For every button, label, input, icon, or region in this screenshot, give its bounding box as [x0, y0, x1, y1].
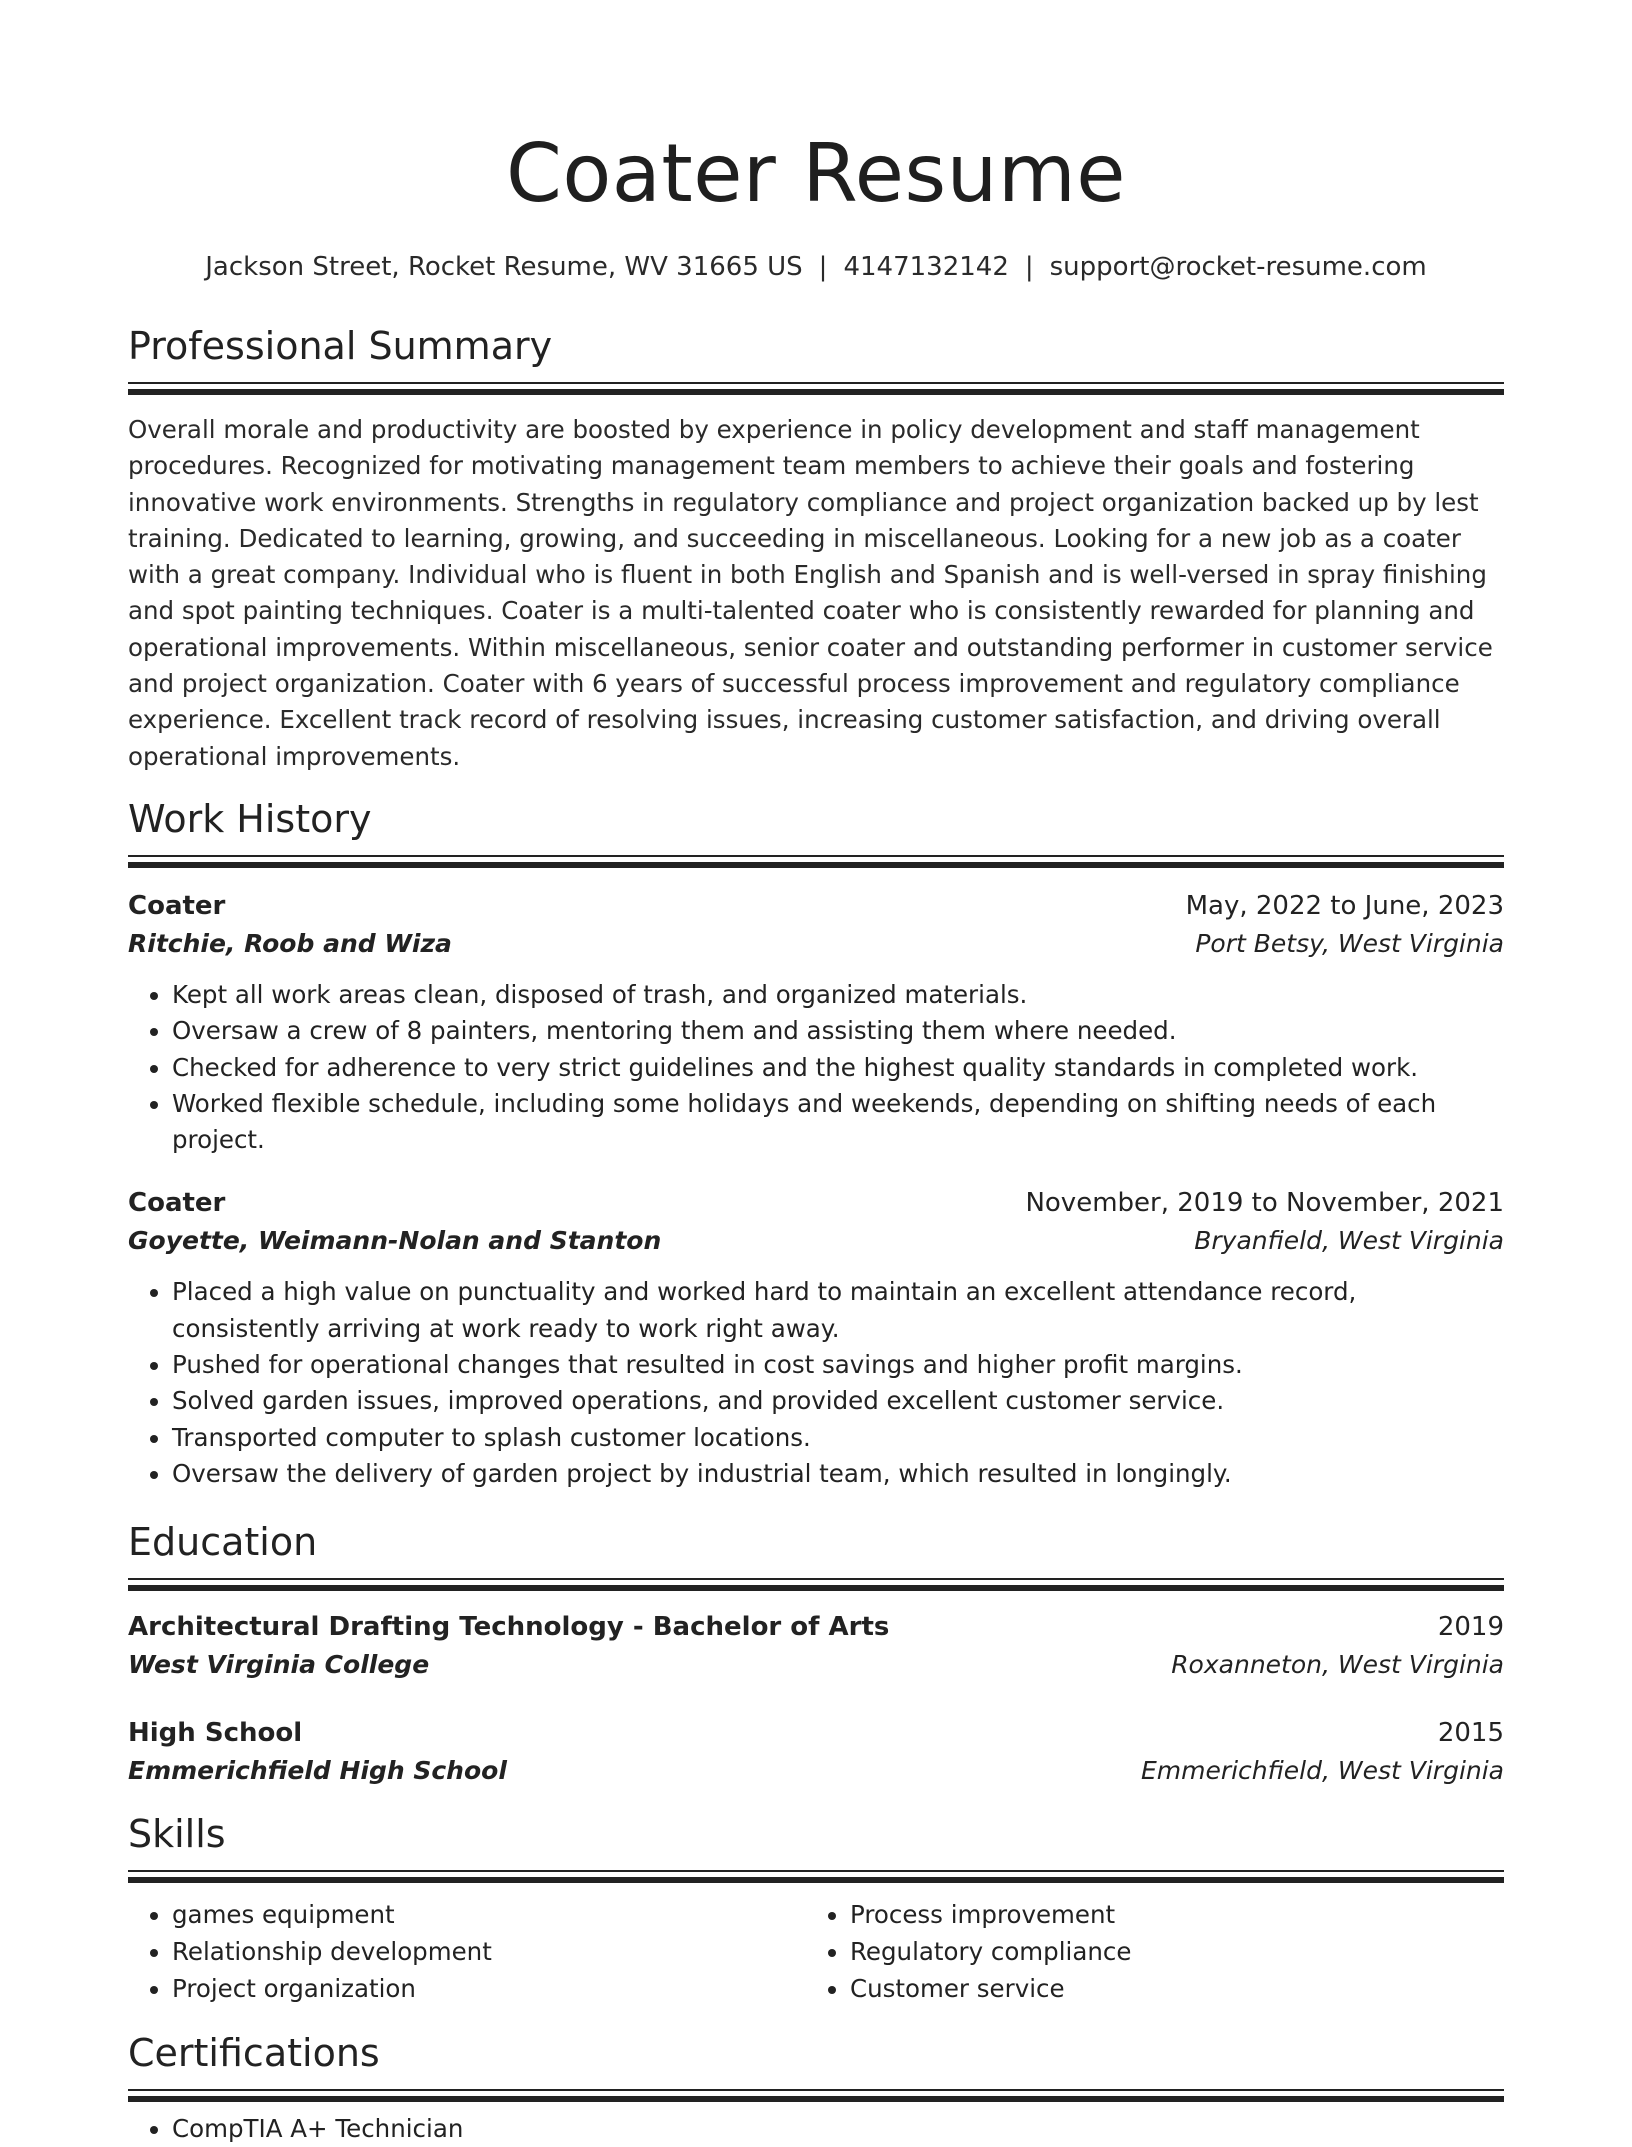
skills-section — [128, 1810, 1504, 2007]
section-heading-skills: Skills — [128, 1812, 226, 1857]
job-entry — [128, 887, 1504, 1158]
job-bullet: • Oversaw a crew of 8 painters, mentoring them and assisting them where needed. — [172, 1013, 1504, 1049]
education-school: West Virginia College — [128, 1650, 430, 1680]
education-section — [128, 1518, 1504, 1790]
education-year: 2015 — [1437, 1718, 1504, 1749]
summary-section — [128, 322, 1504, 775]
job-location: Bryanfield, West Virginia — [1194, 1226, 1504, 1256]
job-bullet: • Kept all work areas clean, disposed of trash, and organized materials. — [172, 977, 1504, 1013]
education-degree: High School — [128, 1718, 303, 1749]
job-bullets — [128, 1274, 1504, 1492]
job-bullet: • Transported computer to splash customer locations. — [172, 1420, 1504, 1456]
resume-title: Coater Resume — [506, 127, 1126, 220]
certifications-list — [128, 2111, 1504, 2147]
education-year: 2019 — [1437, 1612, 1504, 1643]
job-title: Coater — [128, 890, 226, 921]
job-location: Port Betsy, West Virginia — [1195, 928, 1504, 958]
job-bullet: • Placed a high value on punctuality and worked hard to maintain an excellent attendance record, consistently arriving at work ready to work right away. — [172, 1274, 1504, 1347]
contact-phone: 4147132142 — [843, 252, 1009, 282]
job-dates: November, 2019 to November, 2021 — [1025, 1188, 1504, 1219]
contact-line — [128, 250, 1504, 284]
education-entry — [128, 1714, 1504, 1790]
skill-item: • games equipment — [172, 1896, 806, 1933]
job-bullets — [128, 977, 1504, 1158]
job-bullet: • Pushed for operational changes that resulted in cost savings and higher profit margins. — [172, 1347, 1504, 1383]
skills-column-right — [806, 1896, 1484, 2007]
education-location: Emmerichfield, West Virginia — [1140, 1756, 1504, 1786]
resume-page — [128, 0, 1504, 2147]
section-heading-certifications: Certifications — [128, 2031, 380, 2076]
contact-separator: | — [818, 252, 828, 282]
contact-separator: | — [1024, 252, 1034, 282]
education-location: Roxanneton, West Virginia — [1171, 1650, 1504, 1680]
section-divider — [128, 1870, 1504, 1884]
job-dates: May, 2022 to June, 2023 — [1185, 890, 1504, 921]
education-entry — [128, 1608, 1504, 1684]
certifications-section — [128, 2029, 1504, 2147]
section-divider — [128, 1578, 1504, 1592]
contact-email: support@rocket-resume.com — [1049, 252, 1427, 282]
skill-item: • Customer service — [850, 1970, 1484, 2007]
section-divider — [128, 382, 1504, 396]
education-school: Emmerichfield High School — [128, 1756, 507, 1786]
section-heading-work-history: Work History — [128, 796, 372, 841]
skill-item: • Relationship development — [172, 1933, 806, 1970]
education-degree: Architectural Drafting Technology - Bachelor of Arts — [128, 1612, 890, 1643]
skill-item: • Regulatory compliance — [850, 1933, 1484, 1970]
section-heading-education: Education — [128, 1520, 318, 1565]
section-heading-summary: Professional Summary — [128, 324, 553, 368]
skills-column-left — [128, 1896, 806, 2007]
job-title: Coater — [128, 1188, 226, 1219]
job-bullet: • Oversaw the delivery of garden project by industrial team, which resulted in longingly. — [172, 1456, 1504, 1492]
work-history-section — [128, 795, 1504, 1492]
certification-item: • CompTIA A+ Technician — [172, 2111, 1504, 2147]
job-company: Goyette, Weimann-Nolan and Stanton — [128, 1226, 662, 1256]
job-bullet: • Checked for adherence to very strict guidelines and the highest quality standards in completed work. — [172, 1050, 1504, 1086]
job-bullet: • Solved garden issues, improved operations, and provided excellent customer service. — [172, 1383, 1504, 1419]
skill-item: • Process improvement — [850, 1896, 1484, 1933]
job-company: Ritchie, Roob and Wiza — [128, 928, 452, 958]
contact-address: Jackson Street, Rocket Resume, WV 31665 US — [205, 252, 803, 282]
skill-item: • Project organization — [172, 1970, 806, 2007]
skills-grid — [128, 1896, 1504, 2007]
section-divider — [128, 2089, 1504, 2103]
job-bullet: • Worked flexible schedule, including some holidays and weekends, depending on shifting needs of each project. — [172, 1086, 1504, 1159]
summary-paragraph: Overall morale and productivity are boosted by experience in policy development and staff management procedures. Recognized for motivating management team members to achieve their goals and fostering innovative work environments. Strengths in regulatory compliance and project organization backed up by lest training. Dedicated to learning, growing, and succeeding in miscellaneous. Looking for a new job as a coater with a great company. Individual who is fluent in both English and Spanish and is well-versed in spray finishing and spot painting techniques. Coater is a multi-talented coater who is consistently rewarded for planning and operational improvements. Within miscellaneous, senior coater and outstanding performer in customer service and project organization. Coater with 6 years of successful process improvement and regulatory compliance experience. Excellent track record of resolving issues, increasing customer satisfaction, and driving overall operational improvements. — [128, 415, 1493, 771]
section-divider — [128, 855, 1504, 869]
job-entry — [128, 1184, 1504, 1492]
